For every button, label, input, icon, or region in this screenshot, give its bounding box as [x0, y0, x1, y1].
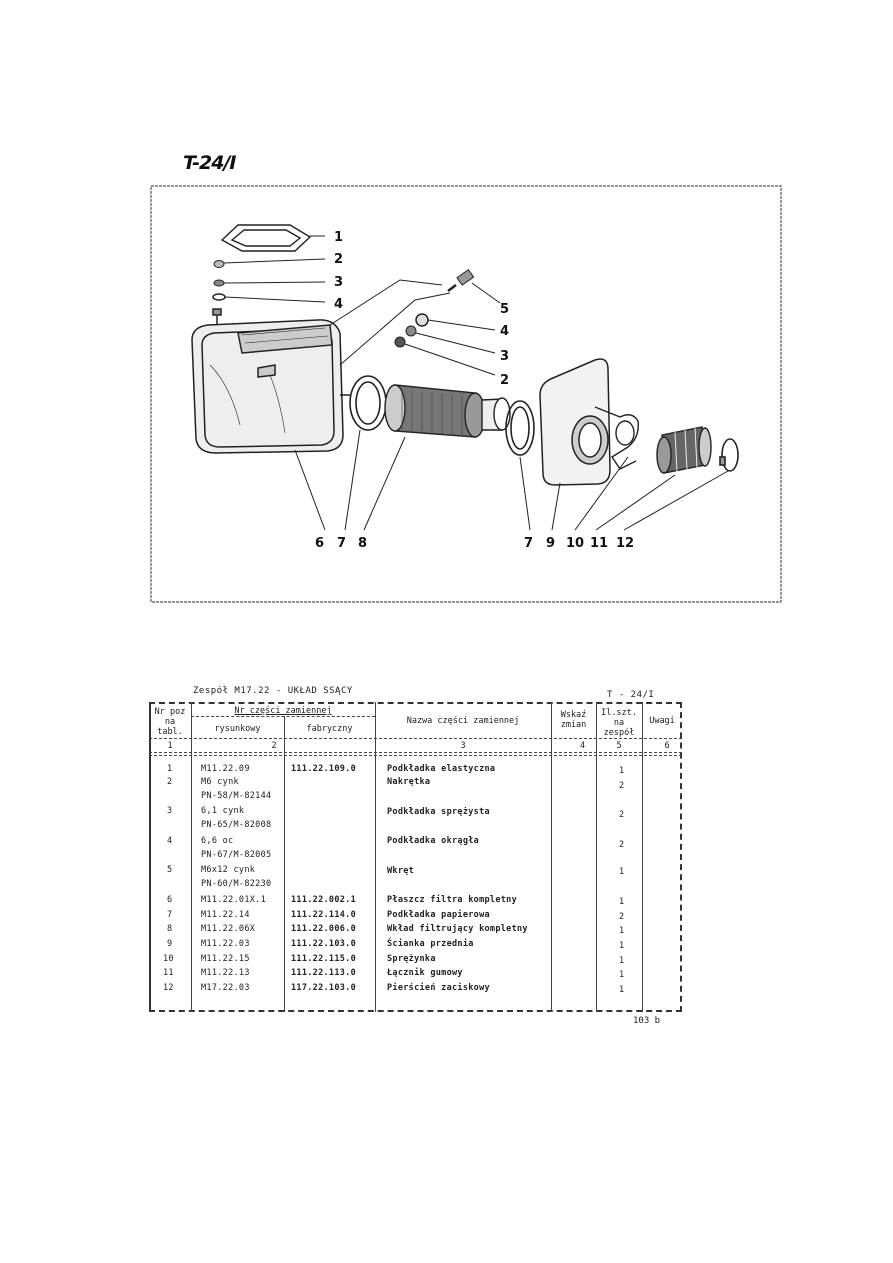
part-1-elastic-pad	[222, 225, 310, 251]
header-divider	[149, 755, 682, 756]
exploded-drawing-svg	[150, 185, 782, 603]
part-3-spring-washer-left	[214, 280, 224, 286]
header-factory-number: fabryczny	[306, 724, 353, 734]
col-divider	[191, 702, 192, 1012]
leader-4b	[428, 320, 495, 330]
part-5-screw	[448, 270, 474, 291]
callout-8: 8	[358, 536, 368, 551]
callout-2b: 2	[500, 373, 510, 388]
part-3-spring-washer-right	[406, 326, 416, 336]
header-divider	[149, 752, 682, 753]
callout-1: 1	[334, 230, 344, 245]
exploded-drawing	[150, 185, 782, 603]
callout-5: 5	[500, 302, 510, 317]
callout-3a: 3	[334, 275, 344, 290]
table-reference: T - 24/I	[607, 690, 655, 700]
header-drawing-number: rysunkowy	[214, 724, 261, 734]
part-2-nut-left	[214, 261, 224, 268]
callout-12: 12	[616, 536, 635, 551]
header-change-index: Wskaź zmian	[560, 710, 587, 730]
page-number: 103 b	[633, 1016, 661, 1026]
header-remarks: Uwagi	[649, 716, 675, 726]
callout-6: 6	[315, 536, 325, 551]
colnum-1: 1	[167, 741, 173, 751]
header-quantity: Il.szt. na zespół	[601, 708, 637, 738]
callout-7a: 7	[337, 536, 347, 551]
leader-3b	[416, 333, 495, 353]
leader-4a	[225, 297, 325, 302]
part-4-washer-left	[213, 294, 225, 300]
col-divider	[284, 716, 285, 1012]
leader-2b	[405, 344, 495, 375]
leader-5	[472, 283, 500, 303]
callout-10: 10	[566, 536, 585, 551]
part-8-filter-insert	[385, 385, 510, 437]
part-7-paper-gasket-right	[506, 401, 534, 455]
col-divider	[551, 702, 552, 1012]
part-2-nut-right	[395, 337, 405, 347]
callout-3b: 3	[500, 349, 510, 364]
header-divider	[149, 738, 682, 739]
callout-9: 9	[546, 536, 556, 551]
colnum-2: 2	[271, 741, 277, 751]
colnum-3: 3	[460, 741, 466, 751]
part-4-washer-right	[416, 314, 428, 326]
leader-3a	[224, 282, 325, 283]
leader-2a	[224, 259, 325, 263]
callout-4b: 4	[500, 324, 510, 339]
colnum-5: 5	[616, 741, 622, 751]
header-part-number: Nr części zamiennej	[234, 706, 332, 716]
page-code: T-24/I	[183, 152, 236, 174]
part-11-rubber-connector	[657, 427, 711, 473]
col-divider	[642, 702, 643, 1012]
part-9-front-wall	[540, 359, 610, 485]
colnum-6: 6	[664, 741, 670, 751]
colnum-4: 4	[579, 741, 586, 751]
callout-11: 11	[590, 536, 609, 551]
header-position: Nr poz na tabl.	[154, 707, 186, 737]
callout-4a: 4	[334, 297, 344, 312]
callout-2a: 2	[334, 252, 344, 267]
header-part-name: Nazwa części zamiennej	[406, 716, 520, 726]
part-12-clamp-ring	[720, 439, 738, 471]
part-7-paper-gasket-left	[350, 376, 386, 430]
callout-7b: 7	[524, 536, 534, 551]
header-divider	[191, 716, 375, 717]
part-6-filter-housing	[192, 309, 350, 453]
parts-table: Nr poz na tabl. Nr części zamiennej rysunkowy fabryczny Nazwa części zamiennej Wskaź zmian Il.szt. na zespół Uwagi 1 2 3 4 5 6 1 M11.22.09 111.22.109.0 Podkładka elastyczna 1 2 M6 cynk PN-58/M-82144 Nakrętka 2 3 6,1 cynk PN-65/M-82008 Podkładka sprężysta 2 4 6,6 oc PN-67/M-82005 Podkładka okrągła 2 5 M6x12 cynk PN-60/M-82230 Wkręt 1 6 M11.22.01X.1 111.22.002.1 Płaszcz filtra kompletny 1 7 M11.22.14 111.22.114.0 Podkładka papierowa 2 8 M11.22.06X 111.22.006.0 Wkład filtrujący kompletny 1 9 M11.22.03 111.22.103.0 Ścianka przednia 1 10 M11.22.15 111.22.115.0 Sprężynka 1 11 M11.22.13 111.22.113.0 Łącznik gumowy 1 12 M17.22.03 117.22.103.0 Pierścień zaciskowy 1	[149, 702, 682, 1012]
assembly-title: Zespół M17.22 - UKŁAD SSĄCY	[193, 686, 353, 696]
